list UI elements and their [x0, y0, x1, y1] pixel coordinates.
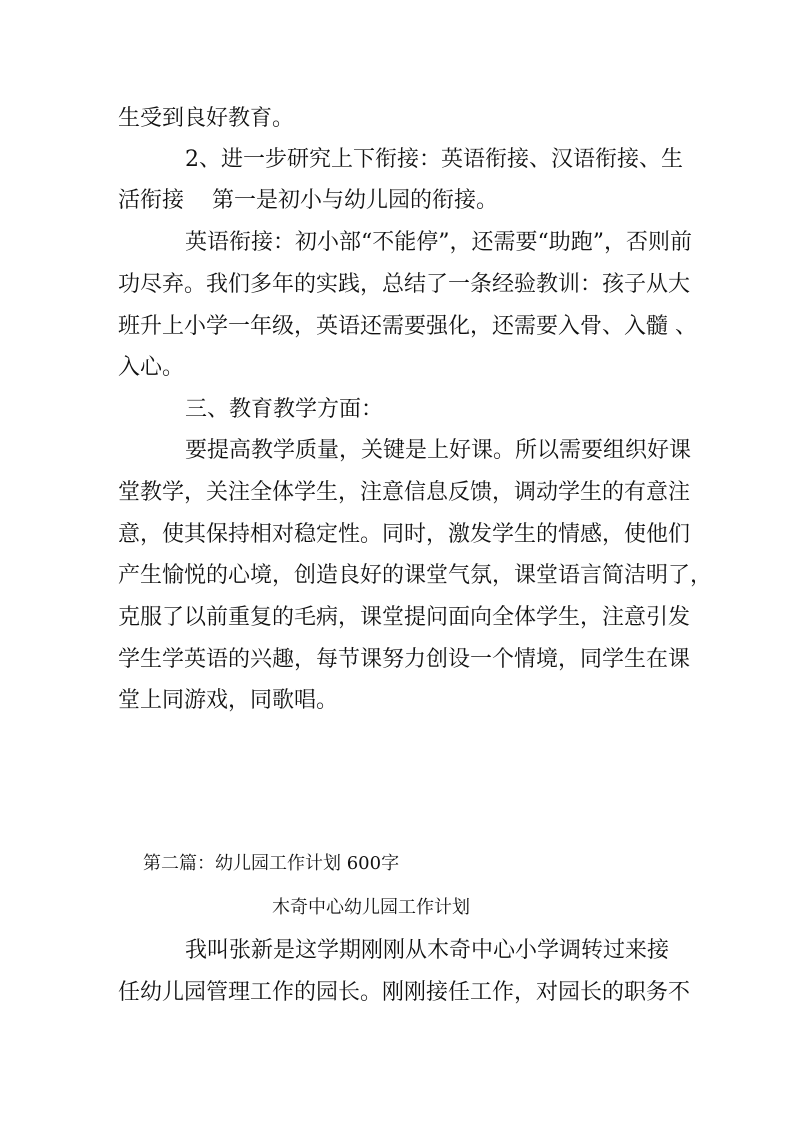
body-line: 克服了以前重复的毛病，课堂提问面向全体学生，注意引发: [118, 605, 691, 630]
section-title: 木奇中心幼儿园工作计划: [272, 897, 470, 918]
body-line: 任幼儿园管理工作的园长。刚刚接任工作，对园长的职务不: [118, 980, 691, 1005]
body-line: 2、进一步研究上下衔接：英语衔接、汉语衔接、生: [185, 147, 683, 172]
body-line-prefix: 活衔接: [118, 188, 185, 213]
section-subheading: 三、教育教学方面：: [185, 397, 384, 422]
body-line: 功尽弃。我们多年的实践，总结了一条经验教训：孩子从大: [118, 272, 691, 297]
body-line: 生受到良好教育。: [118, 106, 295, 131]
body-line: 堂教学，关注全体学生，注意信息反馈，调动学生的有意注: [118, 480, 691, 505]
body-line: 学生学英语的兴趣，每节课努力创设一个情境，同学生在课: [118, 647, 691, 672]
body-line-text: 第一是初小与幼儿园的衔接。: [212, 188, 499, 213]
section-heading: 第二篇：幼儿园工作计划 600字: [143, 853, 400, 874]
body-line: 意，使其保持相对稳定性。同时，激发学生的情感，使他们: [118, 522, 691, 547]
body-line: 要提高教学质量，关键是上好课。所以需要组织好课: [185, 438, 692, 463]
body-line: 英语衔接：初小部“不能停”，还需要“助跑”，否则前: [185, 230, 692, 255]
body-line: 入心。: [118, 355, 185, 380]
body-line: 产生愉悦的心境，创造良好的课堂气氛，课堂语言简洁明了，: [118, 563, 713, 588]
body-line: [118, 188, 498, 214]
body-line: 我叫张新是这学期刚刚从木奇中心小学调转过来接: [185, 938, 670, 963]
body-line: 班升上小学一年级，英语还需要强化，还需要入骨、入髓 、: [118, 314, 697, 339]
body-line: 堂上同游戏，同歌唱。: [118, 688, 339, 713]
